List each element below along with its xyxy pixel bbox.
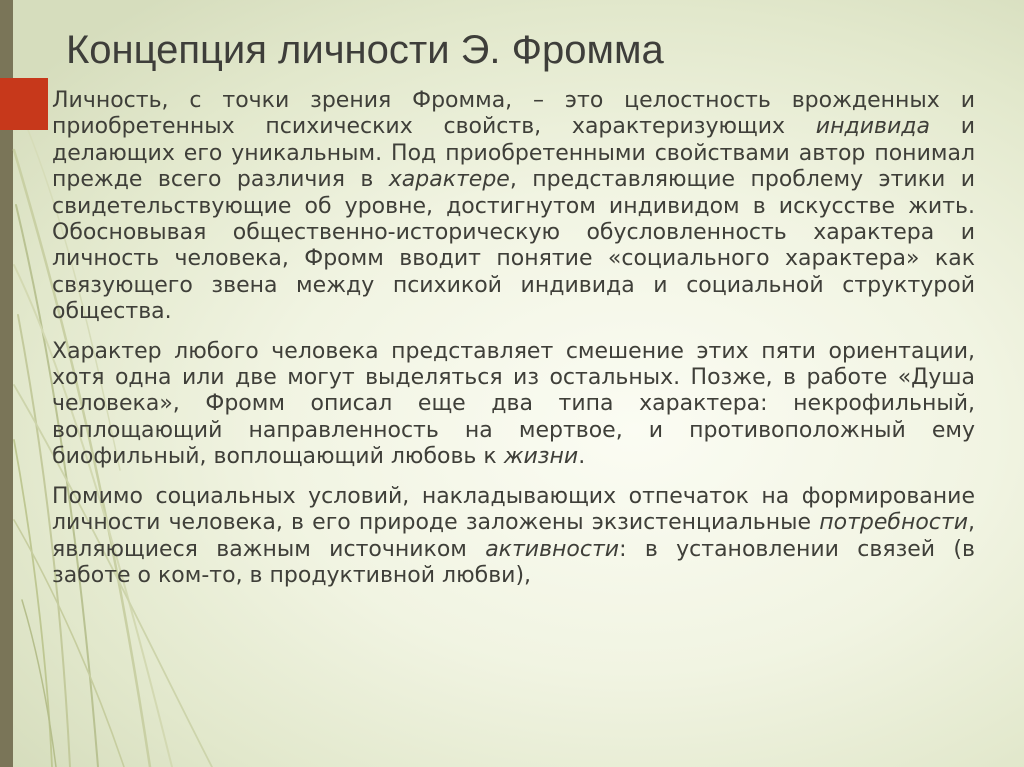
body-paragraph-3 xyxy=(52,484,975,590)
paragraph-text: : в установлении связей (в заботе о ком-то, в продуктивной любви), xyxy=(52,536,975,588)
slide-body xyxy=(52,88,975,602)
emphasized-term: потребности xyxy=(819,510,968,536)
emphasized-term: характере xyxy=(388,167,510,193)
body-paragraph-2 xyxy=(52,339,975,471)
emphasized-term: индивида xyxy=(815,114,930,140)
title-accent-bar xyxy=(0,78,48,130)
paragraph-text: Характер любого человека представляет смешение этих пяти ориентации, хотя одна или две могут выделяться из остальных. Позже, в работе «Душа человека», Фромм описал еще два типа характера: некрофильный, воплощающий направленность на мертвое, и противоположный ему биофильный, воплощающий любовь к xyxy=(52,338,975,470)
paragraph-text: и делающих его уникальным. Под приобретенными свойствами автор понимал прежде всего различия в xyxy=(52,114,975,193)
body-paragraph-1 xyxy=(52,88,975,326)
emphasized-term: активности xyxy=(485,536,620,562)
paragraph-text: . xyxy=(578,444,586,470)
paragraph-text: Личность, с точки зрения Фромма, – это целостность врожденных и приобретенных психических свойств, характеризующих xyxy=(52,88,975,140)
paragraph-text: , являющиеся важным источником xyxy=(52,510,975,562)
emphasized-term: жизни xyxy=(503,444,579,470)
paragraph-text: , представляющие проблему этики и свидетельствующие об уровне, достигнутом индивидом в искусстве жить. Обосновывая общественно-историческую обусловленность характера и личность человека, Фромм вводит понятие «социального характера» как связующего звена между психикой индивида и социальной структурой общества. xyxy=(52,167,975,325)
slide-title: Концепция личности Э. Фромма xyxy=(66,28,664,72)
paragraph-text: Помимо социальных условий, накладывающих отпечаток на формирование личности человека, в его природе заложены экзистенциальные xyxy=(52,483,975,536)
